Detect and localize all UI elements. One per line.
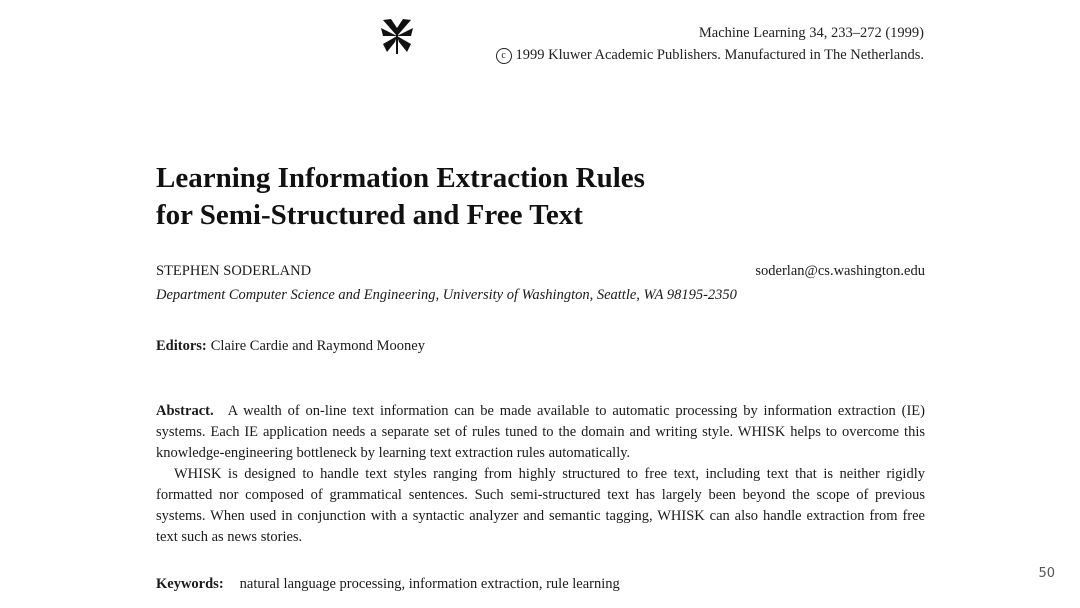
abstract-label: Abstract. (156, 403, 214, 419)
copyright-line (496, 44, 924, 66)
editors-line (156, 338, 425, 355)
keywords-text: natural language processing, information extraction, rule learning (239, 576, 620, 592)
author-email: soderlan@cs.washington.edu (755, 263, 925, 279)
journal-line: Machine Learning 34, 233–272 (1999) (698, 25, 924, 41)
paper-title (156, 160, 956, 234)
author-row (156, 263, 925, 285)
keywords-label: Keywords: (156, 576, 224, 592)
title-line-1: Learning Information Extraction Rules (156, 162, 645, 194)
abstract-text-1: A wealth of on-line text information can be made available to automatic processing by information extraction (IE) systems. Each IE application needs a separate set of rules tuned to the domain and writing style. WHISK helps to overcome this knowledge-engineering bottleneck by learning text extraction rules automatically. (156, 403, 925, 461)
abstract-paragraph-1 (156, 401, 925, 464)
slide-number: 50 (1038, 566, 1055, 581)
kluwer-logo-icon (377, 16, 417, 56)
journal-info (496, 22, 924, 66)
title-line-2: for Semi-Structured and Free Text (156, 199, 583, 231)
author-affiliation: Department Computer Science and Engineering, University of Washington, Seattle, WA 98195-2350 (156, 287, 737, 303)
author-name: STEPHEN SODERLAND (156, 263, 312, 279)
keywords-line (156, 576, 620, 593)
editors-names: Claire Cardie and Raymond Mooney (210, 338, 425, 354)
abstract (156, 401, 925, 548)
copyright-text: 1999 Kluwer Academic Publishers. Manufactured in The Netherlands. (515, 47, 924, 63)
abstract-paragraph-2: WHISK is designed to handle text styles ranging from highly structured to free text, including text that is neither rigidly formatted nor composed of grammatical sentences. Such semi-structured text has largely been beyond the scope of previous systems. When used in conjunction with a syntactic analyzer and semantic tagging, WHISK can also handle extraction from free text such as news stories. (156, 466, 925, 545)
copyright-icon: c (496, 48, 512, 64)
editors-label: Editors: (156, 338, 207, 354)
